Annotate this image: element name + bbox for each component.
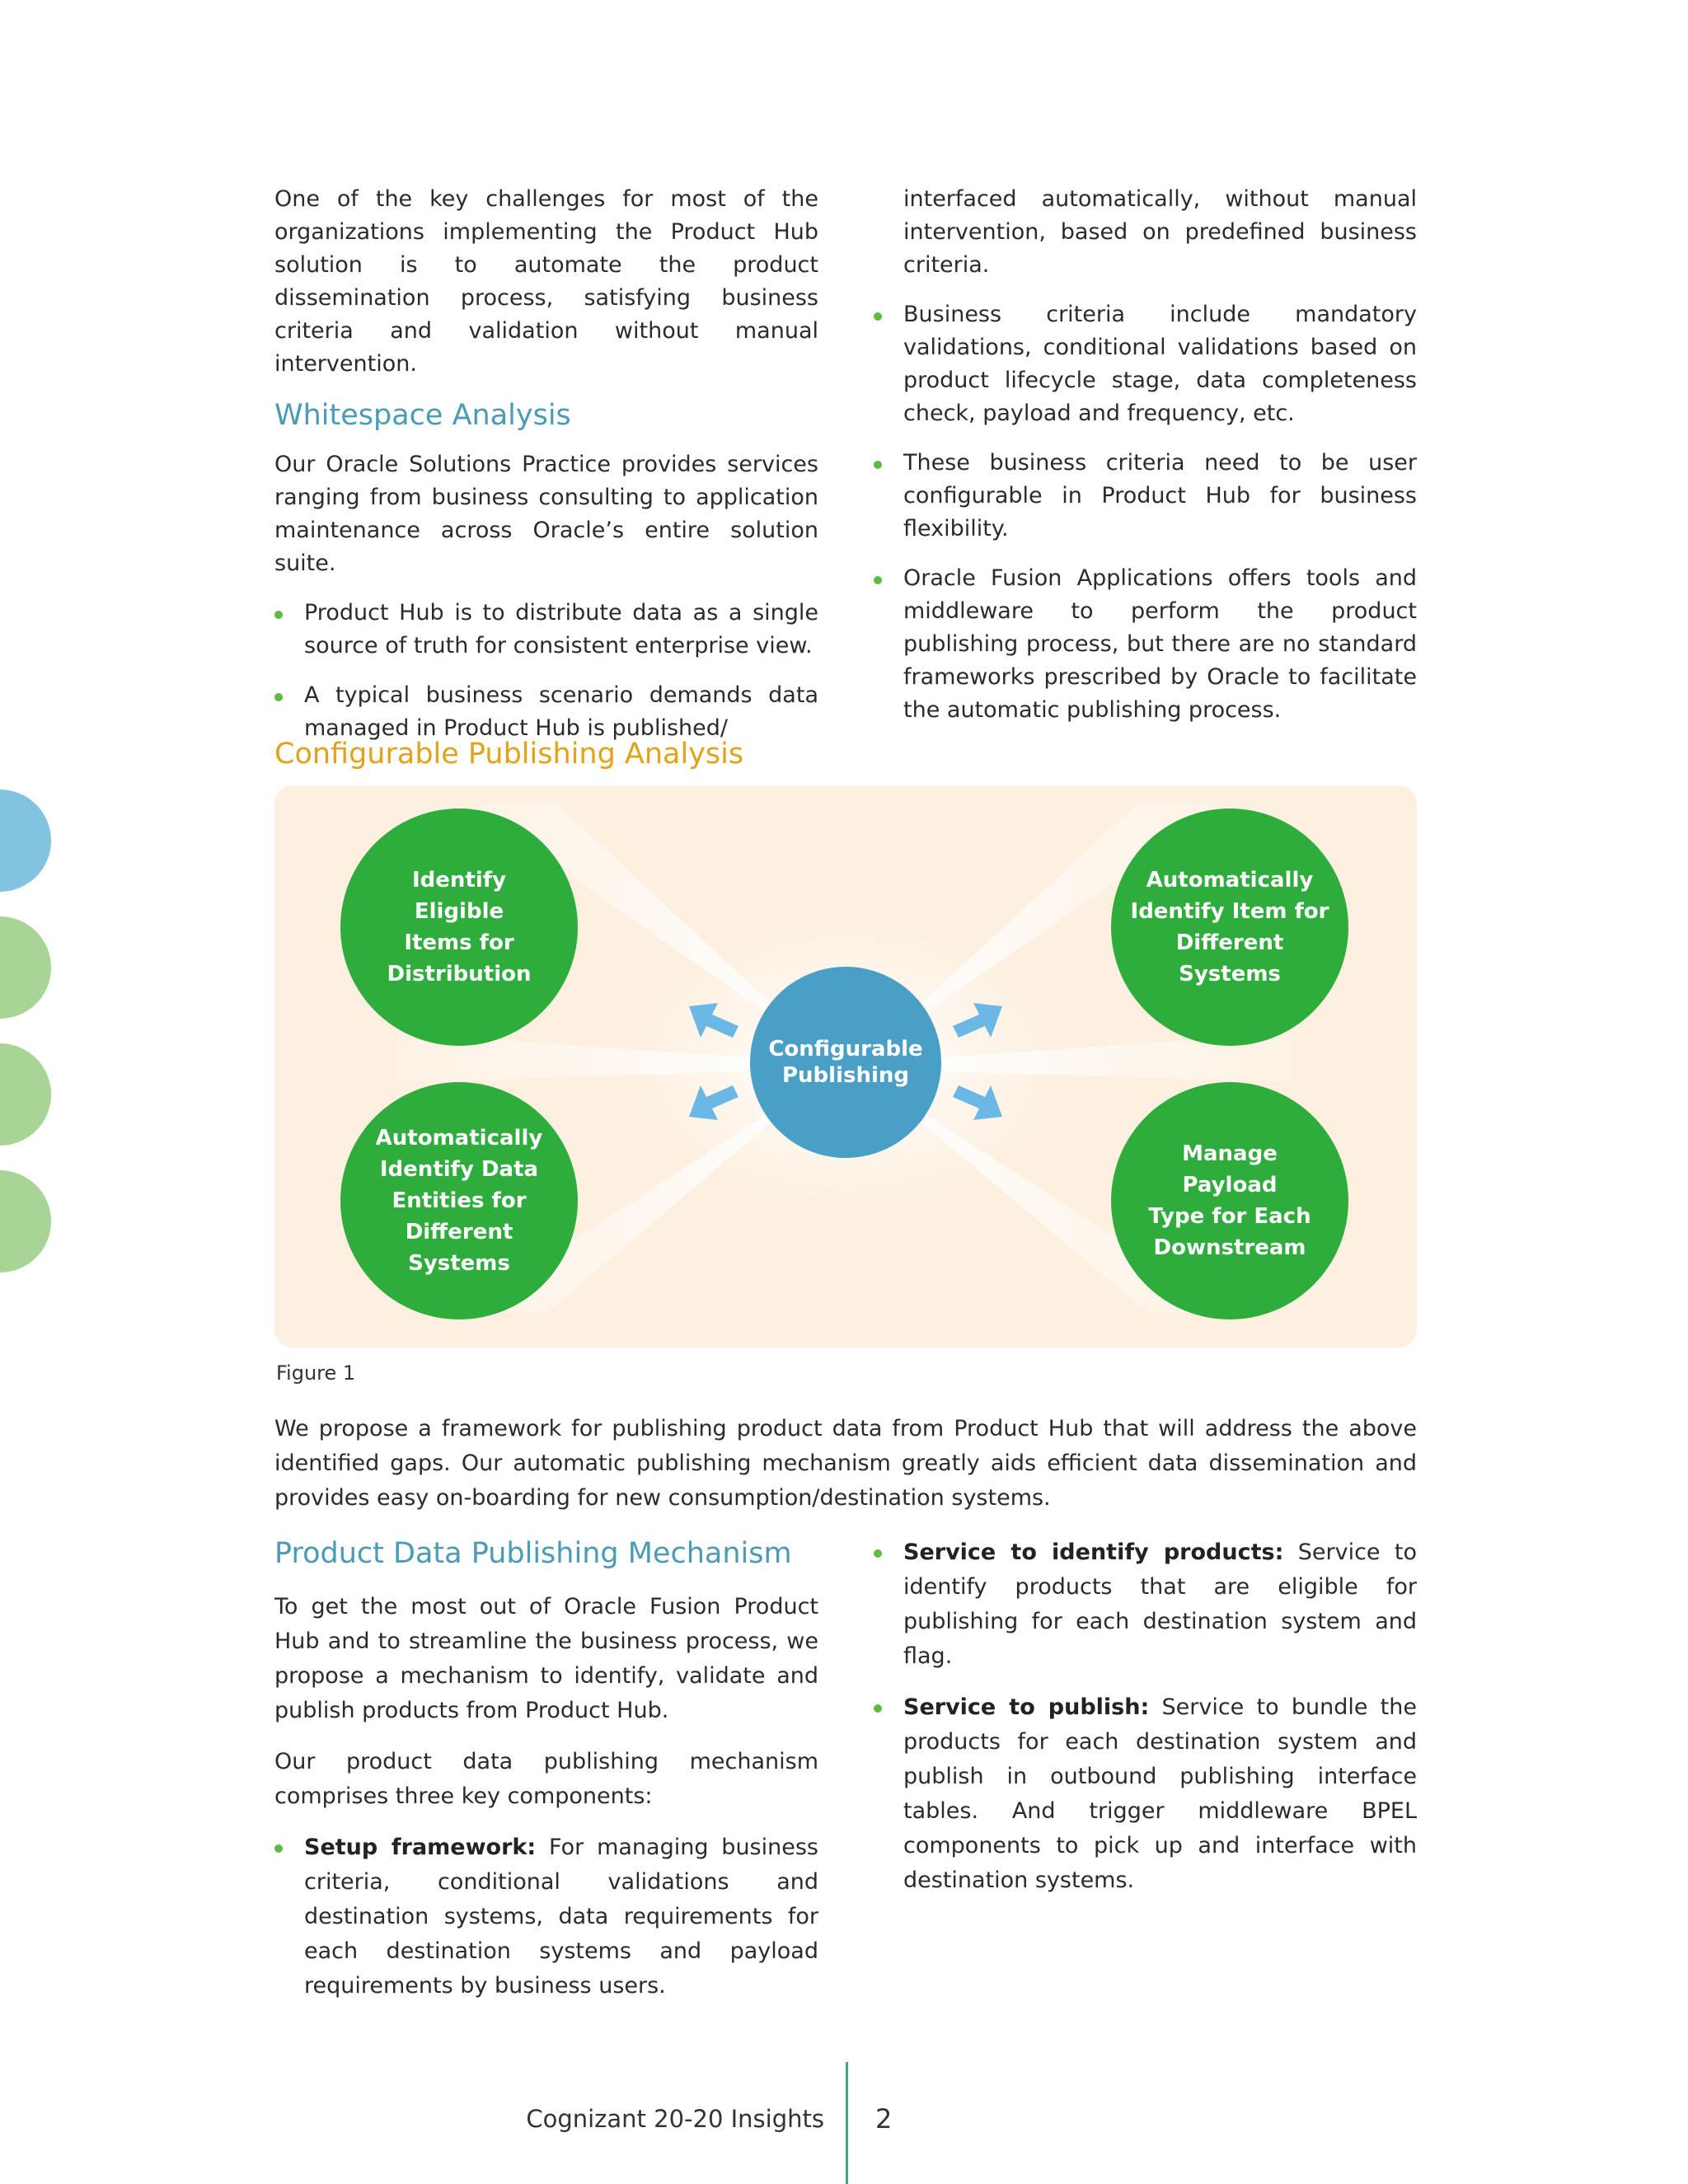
- bullet-item: These business criteria need to be user configurable in Product Hub for business flexibility.: [874, 447, 1417, 546]
- footer-brand: Cognizant 20-20 Insights: [526, 2105, 824, 2133]
- bullet-text: Service to bundle the products for each destination system and publish in outbound publishing interface tables. And trigger middleware BPEL components to pick up and interface with destination systems.: [903, 1694, 1417, 1893]
- mechanism-bullets-left: [274, 1830, 818, 2004]
- circle-label: Identify Eligible Items for Distribution: [387, 868, 532, 987]
- side-dot-green-2: [0, 1043, 51, 1146]
- circle-configurable-publishing: [750, 967, 941, 1158]
- bullet-text: Service to identify products that are eligible for publishing for each destination system and flag.: [903, 1540, 1418, 1669]
- circle-identify-data-entities: [340, 1082, 578, 1319]
- page-number: 2: [875, 2103, 893, 2135]
- right-column-top: [874, 183, 1417, 743]
- figure-caption: Figure 1: [276, 1361, 356, 1385]
- bullet-item-setup-framework: [274, 1830, 818, 2004]
- side-dot-blue: [0, 790, 51, 892]
- bullet-item: Oracle Fusion Applications offers tools and middleware to perform the product publishing process, but there are no standard frameworks prescribed by Oracle to facilitate the automatic publishing process.: [874, 562, 1417, 727]
- whitespace-paragraph: Our Oracle Solutions Practice provides services ranging from business consulting to application maintenance across Oracle’s entire solution suite.: [274, 452, 818, 576]
- footer-divider: [846, 2062, 848, 2184]
- bullet-title: Setup framework:: [304, 1835, 537, 1860]
- circle-identify-eligible-items: [340, 808, 578, 1046]
- criteria-bullets: [874, 298, 1417, 727]
- bullet-item-publish: [874, 1690, 1417, 1898]
- circle-identify-item-systems: [1111, 808, 1348, 1046]
- bullet-item-identify-products: [874, 1535, 1417, 1674]
- continuation-paragraph: interfaced automatically, without manual intervention, based on predefined business criteria.: [903, 186, 1417, 278]
- bullet-title: Service to identify products:: [903, 1540, 1284, 1565]
- configurable-publishing-diagram: [274, 785, 1417, 1347]
- mechanism-paragraph-2: Our product data publishing mechanism comprises three key components:: [274, 1749, 818, 1809]
- circle-label: Manage Payload Type for Each Downstream: [1148, 1141, 1311, 1260]
- mechanism-paragraph-1: To get the most out of Oracle Fusion Product Hub and to streamline the business process, we propose a mechanism to identify, validate and publish products from Product Hub.: [274, 1594, 818, 1723]
- bullet-item: Business criteria include mandatory validations, conditional validations based on product lifecycle stage, data completeness check, payload and frequency, etc.: [874, 298, 1417, 430]
- circle-label: Automatically Identify Item for Different Systems: [1130, 868, 1329, 987]
- circle-label: Configurable Publishing: [768, 1037, 923, 1088]
- mechanism-bullets-right: [874, 1535, 1417, 1898]
- bullet-item: A typical business scenario demands data managed in Product Hub is published/: [274, 679, 818, 745]
- left-column-bottom: [274, 1535, 818, 2020]
- proposal-paragraph: We propose a framework for publishing product data from Product Hub that will address the above identified gaps. Our automatic publishing mechanism greatly aids efficient data dissemination and provides easy on-boarding for new consumption/destination systems.: [274, 1416, 1417, 1511]
- bullet-title: Service to publish:: [903, 1694, 1150, 1720]
- whitespace-heading: Whitespace Analysis: [274, 399, 571, 432]
- bullet-text: For managing business criteria, conditional validations and destination systems, data requirements for each destination systems and payload requirements by business users.: [304, 1835, 818, 1999]
- intro-paragraph: One of the key challenges for most of the organizations implementing the Product Hub solution is to automate the product dissemination process, satisfying business criteria and validation without manual intervention.: [274, 186, 818, 377]
- bullet-item: Product Hub is to distribute data as a single source of truth for consistent enterprise view.: [274, 597, 818, 663]
- side-dot-green-1: [0, 916, 51, 1019]
- side-dot-green-3: [0, 1170, 51, 1272]
- circle-manage-payload: [1111, 1082, 1348, 1319]
- mechanism-heading: Product Data Publishing Mechanism: [274, 1537, 792, 1570]
- circle-label: Automatically Identify Data Entities for Different Systems: [375, 1126, 543, 1276]
- left-column-top: [274, 183, 818, 762]
- figure-heading: Configurable Publishing Analysis: [274, 738, 744, 771]
- right-column-bottom: [874, 1535, 1417, 1915]
- whitespace-bullets: [274, 597, 818, 745]
